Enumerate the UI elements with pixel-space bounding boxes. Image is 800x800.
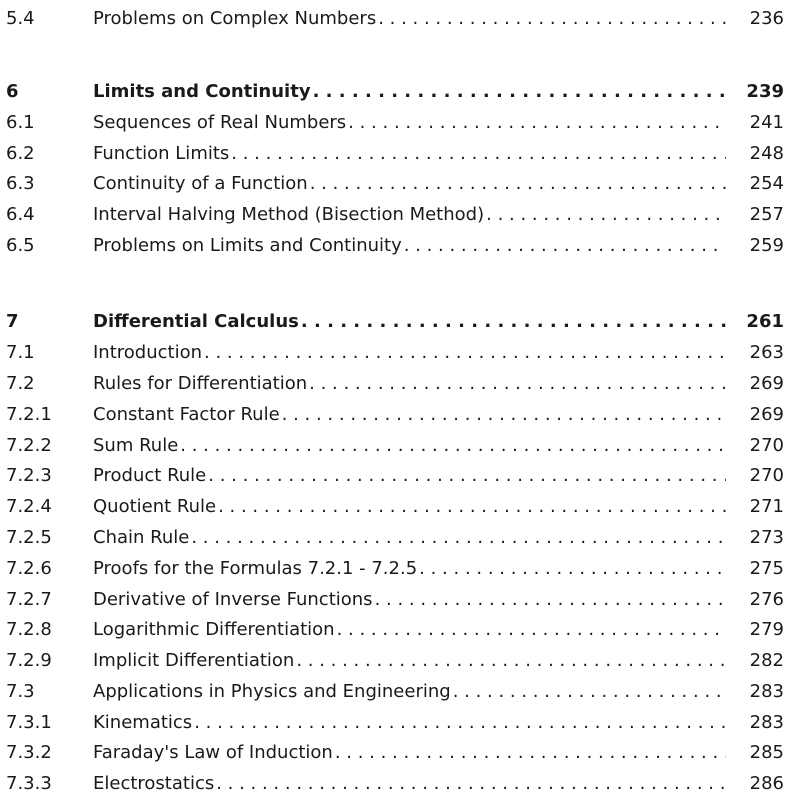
toc-entry-number: 5.4: [6, 8, 35, 29]
toc-entry-number: 7.3: [6, 681, 35, 702]
toc-entry-title: Sequences of Real Numbers: [93, 112, 347, 133]
toc-entry-number: 7.2.8: [6, 619, 52, 640]
toc-entry[interactable]: [6, 196, 784, 226]
toc-entry[interactable]: [6, 334, 784, 364]
toc-entry-title: Differential Calculus: [93, 311, 299, 332]
toc-entry-title: Problems on Complex Numbers: [93, 8, 377, 29]
dot-leader: [296, 650, 726, 672]
dot-leader: [216, 773, 726, 795]
toc-entry-page: 263: [749, 342, 784, 363]
toc-entry[interactable]: [6, 734, 784, 764]
toc-entry-number: 7.3.2: [6, 742, 52, 763]
toc-entry-title: Proofs for the Formulas 7.2.1 - 7.2.5: [93, 558, 418, 579]
toc-entry-page: 283: [749, 681, 784, 702]
toc-entry-page: 283: [749, 712, 784, 733]
toc-entry-title: Product Rule: [93, 465, 207, 486]
toc-entry-number: 7.2.4: [6, 496, 52, 517]
toc-entry[interactable]: [6, 581, 784, 611]
toc-entry-title: Applications in Physics and Engineering: [93, 681, 451, 702]
dot-leader: [348, 112, 726, 134]
dot-leader: [375, 589, 726, 611]
toc-entry-number: 6.5: [6, 235, 35, 256]
toc-entry-title: Rules for Differentiation: [93, 373, 308, 394]
toc-entry-number: 7.2.2: [6, 435, 52, 456]
dot-leader: [404, 235, 726, 257]
toc-entry-number: 6.2: [6, 143, 35, 164]
toc-entry[interactable]: [6, 104, 784, 134]
toc-entry[interactable]: [6, 704, 784, 734]
toc-entry-title: Sum Rule: [93, 435, 179, 456]
toc-entry[interactable]: [6, 611, 784, 641]
toc-entry-title: Faraday's Law of Induction: [93, 742, 333, 763]
toc-entry-number: 7.2.7: [6, 589, 52, 610]
toc-entry[interactable]: [6, 488, 784, 518]
dot-leader: [194, 712, 726, 734]
dot-leader: [208, 465, 726, 487]
dot-leader: [453, 681, 726, 703]
dot-leader: [337, 619, 726, 641]
toc-entry-title: Function Limits: [93, 143, 230, 164]
toc-entry[interactable]: [6, 519, 784, 549]
toc-entry-page: 270: [749, 465, 784, 486]
toc-entry-number: 7.2.3: [6, 465, 52, 486]
toc-entry[interactable]: [6, 550, 784, 580]
toc-entry-page: 270: [749, 435, 784, 456]
toc-entry[interactable]: [6, 642, 784, 672]
toc-entry-page: 259: [749, 235, 784, 256]
toc-chapter-entry[interactable]: [6, 303, 784, 333]
toc-entry-title: Derivative of Inverse Functions: [93, 589, 373, 610]
toc-entry-page: 285: [749, 742, 784, 763]
toc-entry-page: 276: [749, 589, 784, 610]
toc-entry-page: 282: [749, 650, 784, 671]
toc-entry-number: 7.1: [6, 342, 35, 363]
toc-entry-number: 7: [6, 311, 19, 332]
toc-entry[interactable]: [6, 765, 784, 795]
toc-entry-number: 6: [6, 81, 19, 102]
toc-entry-page: 254: [749, 173, 784, 194]
toc-entry-title: Constant Factor Rule: [93, 404, 280, 425]
toc-entry-page: 261: [746, 311, 784, 332]
toc-entry-title: Logarithmic Differentiation: [93, 619, 335, 640]
toc-entry-title: Chain Rule: [93, 527, 190, 548]
toc-entry[interactable]: [6, 427, 784, 457]
toc-entry-number: 7.3.3: [6, 773, 52, 794]
dot-leader: [301, 311, 726, 333]
dot-leader: [180, 435, 726, 457]
toc-chapter-entry[interactable]: [6, 73, 784, 103]
dot-leader: [218, 496, 726, 518]
toc-entry[interactable]: [6, 135, 784, 165]
toc-entry-page: 257: [749, 204, 784, 225]
toc-entry-number: 7.2.1: [6, 404, 52, 425]
dot-leader: [191, 527, 726, 549]
dot-leader: [309, 373, 726, 395]
toc-entry-page: 271: [749, 496, 784, 517]
toc-entry[interactable]: [6, 365, 784, 395]
toc-entry-number: 6.1: [6, 112, 35, 133]
toc-entry-number: 7.2.5: [6, 527, 52, 548]
toc-entry-title: Implicit Differentiation: [93, 650, 295, 671]
dot-leader: [313, 81, 726, 103]
toc-entry-number: 7.2.6: [6, 558, 52, 579]
toc-entry-page: 273: [749, 527, 784, 548]
toc-entry-title: Problems on Limits and Continuity: [93, 235, 402, 256]
dot-leader: [204, 342, 726, 364]
toc-entry-page: 239: [746, 81, 784, 102]
toc-entry-page: 269: [749, 373, 784, 394]
dot-leader: [486, 204, 726, 226]
toc-entry-title: Introduction: [93, 342, 203, 363]
toc-entry[interactable]: [6, 165, 784, 195]
dot-leader: [282, 404, 726, 426]
toc-entry-title: Continuity of a Function: [93, 173, 308, 194]
toc-entry[interactable]: [6, 0, 784, 30]
toc-entry[interactable]: [6, 457, 784, 487]
dot-leader: [335, 742, 726, 764]
toc-entry-page: 279: [749, 619, 784, 640]
toc-entry-title: Quotient Rule: [93, 496, 217, 517]
toc-entry-page: 269: [749, 404, 784, 425]
toc-entry-number: 7.2: [6, 373, 35, 394]
dot-leader: [310, 173, 726, 195]
toc-entry-number: 6.4: [6, 204, 35, 225]
toc-entry-title: Kinematics: [93, 712, 193, 733]
dot-leader: [378, 8, 726, 30]
dot-leader: [231, 143, 726, 165]
toc-entry[interactable]: [6, 227, 784, 257]
toc-entry[interactable]: [6, 396, 784, 426]
toc-entry-page: 241: [749, 112, 784, 133]
toc-entry-page: 248: [749, 143, 784, 164]
toc-entry-page: 286: [749, 773, 784, 794]
toc-entry-title: Electrostatics: [93, 773, 215, 794]
toc-entry[interactable]: [6, 673, 784, 703]
toc-entry-title: Limits and Continuity: [93, 81, 311, 102]
toc-entry-title: Interval Halving Method (Bisection Method): [93, 204, 485, 225]
toc-entry-number: 7.2.9: [6, 650, 52, 671]
toc-entry-page: 275: [749, 558, 784, 579]
dot-leader: [419, 558, 726, 580]
toc-entry-number: 6.3: [6, 173, 35, 194]
toc-entry-number: 7.3.1: [6, 712, 52, 733]
toc-entry-page: 236: [749, 8, 784, 29]
